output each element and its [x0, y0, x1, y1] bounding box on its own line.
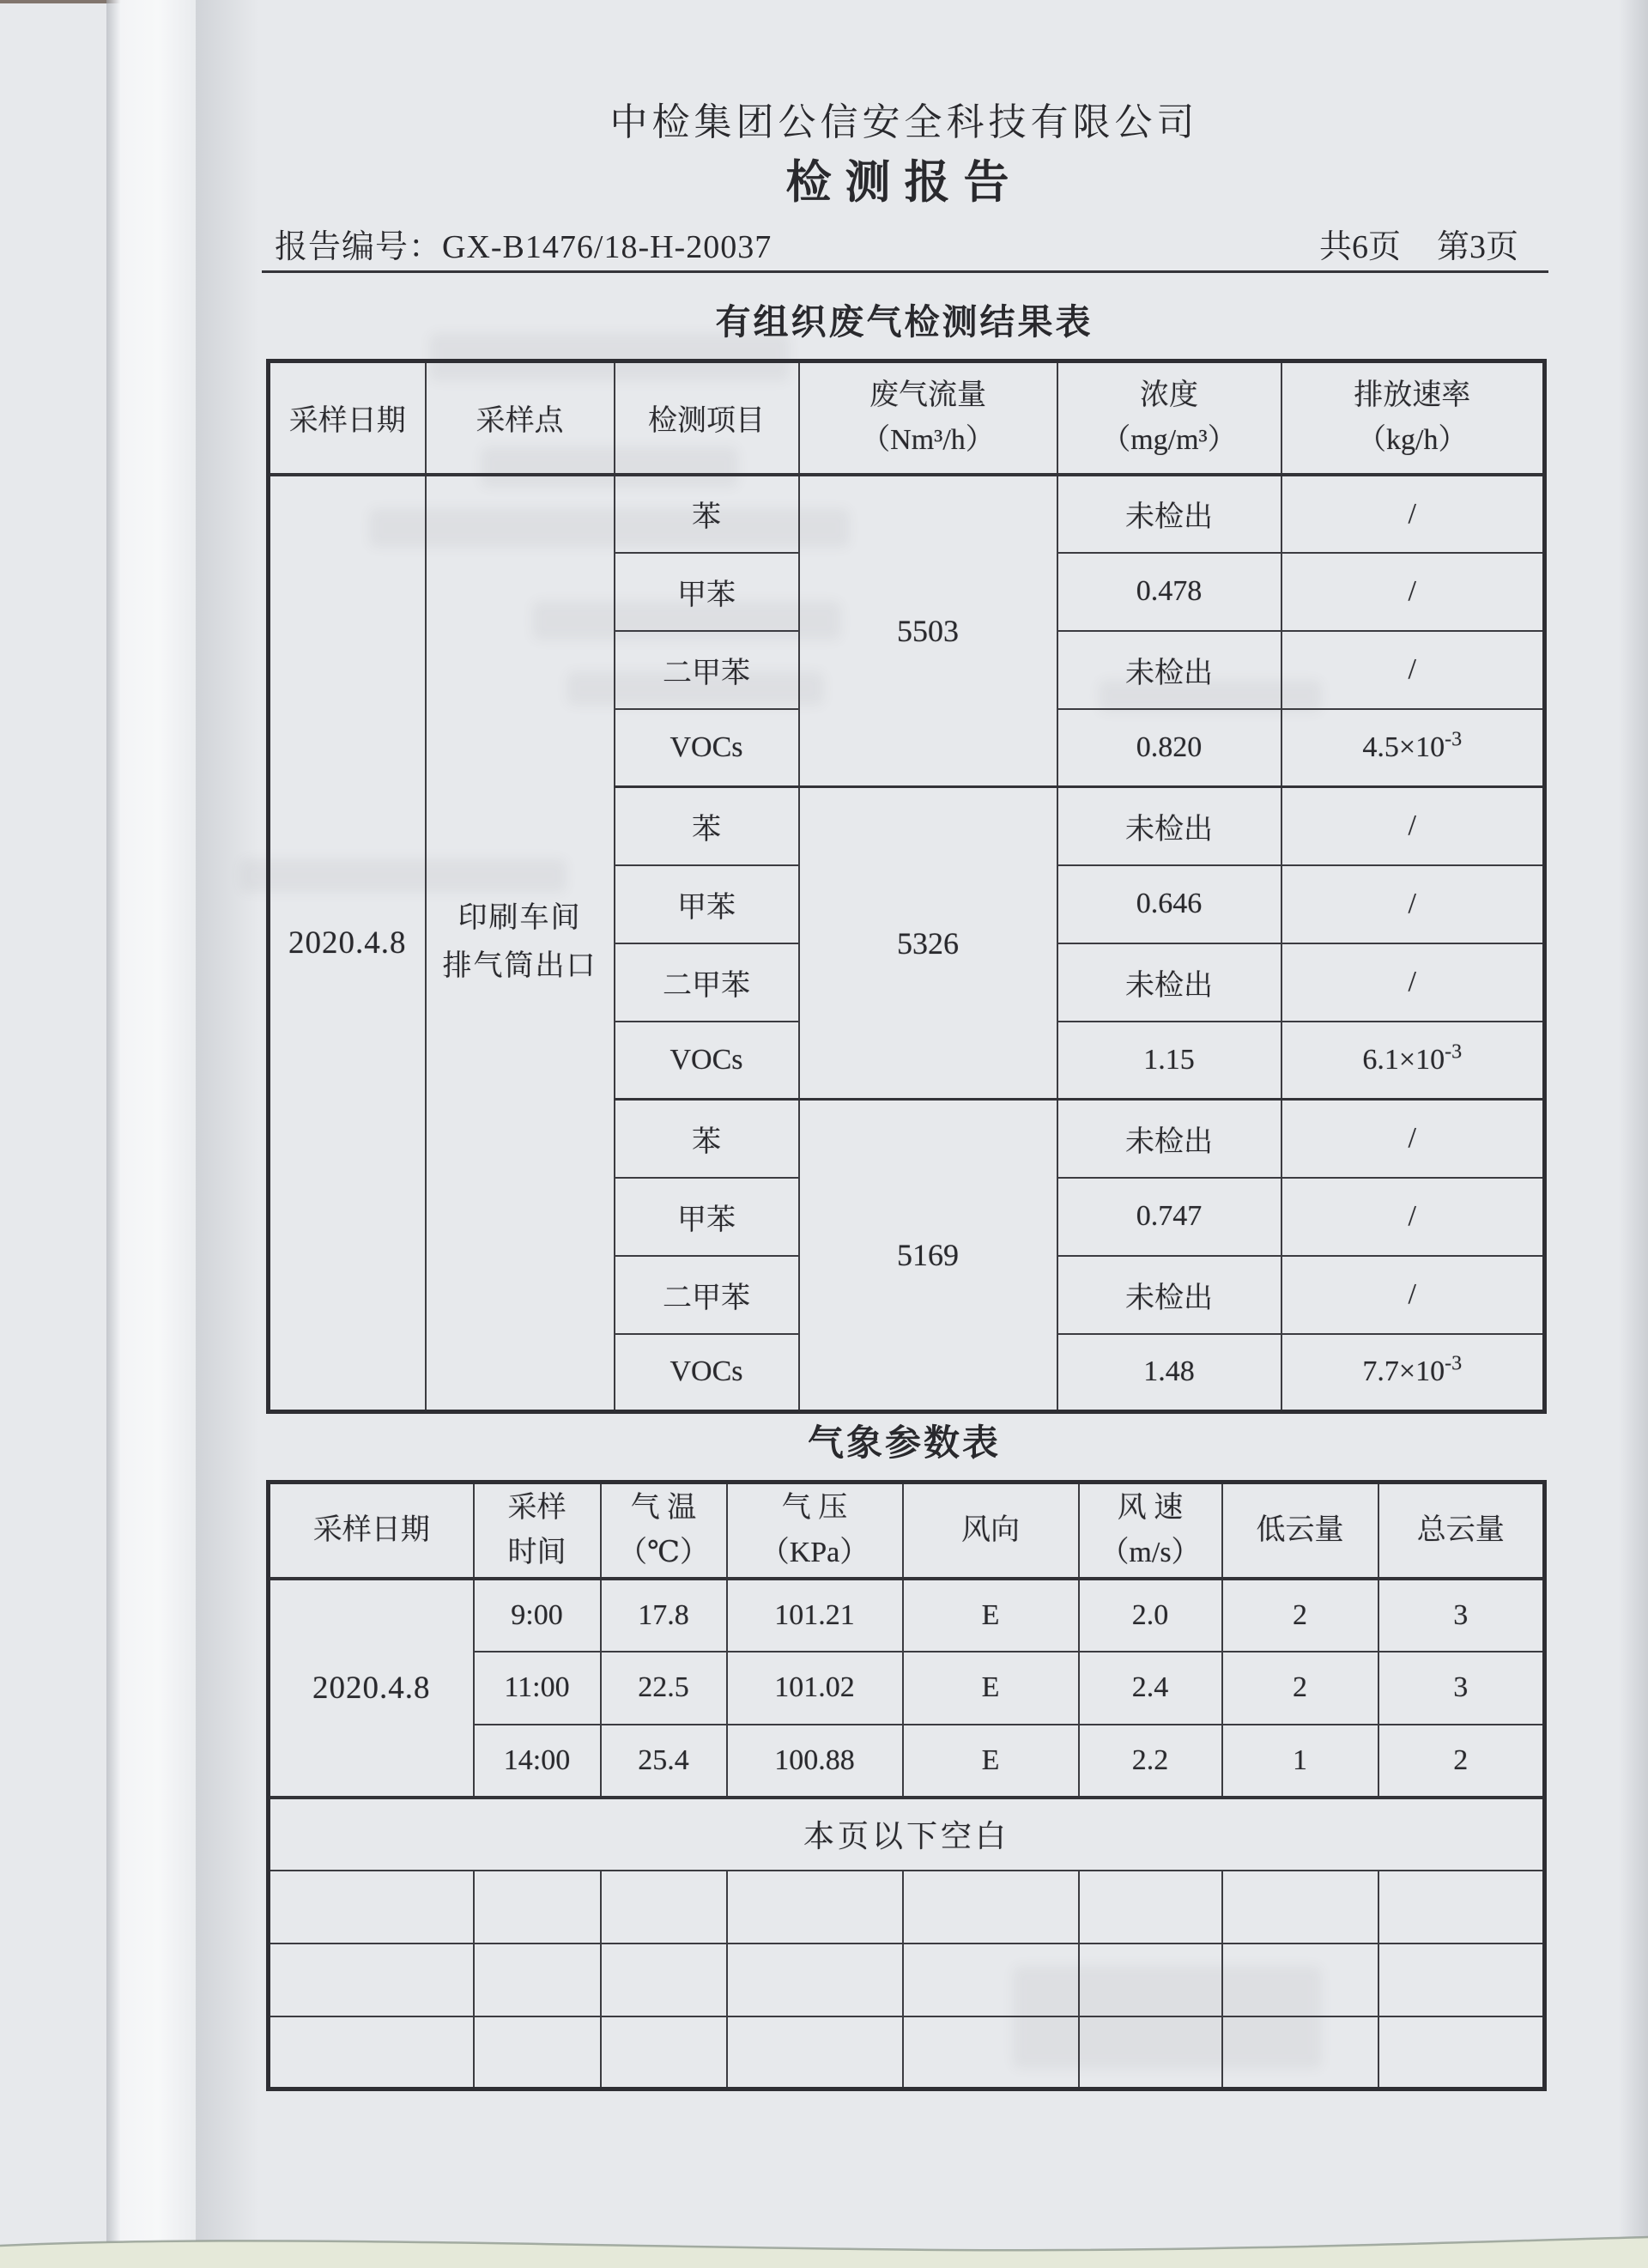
flow-cell: 5326 — [799, 787, 1057, 1100]
results-header-row — [269, 361, 1545, 475]
test-item-cell: VOCs — [615, 709, 799, 787]
blank-note-cell: 本页以下空白 — [269, 1798, 1545, 1871]
col-header-low-cloud: 低云量 — [1222, 1483, 1378, 1579]
test-item-cell: 苯 — [615, 787, 799, 865]
col-header-total-cloud: 总云量 — [1378, 1483, 1545, 1579]
col-header-sample-point: 采样点 — [426, 361, 615, 475]
concentration-cell: 未检出 — [1057, 787, 1281, 865]
sample-date-cell: 2020.4.8 — [269, 1579, 474, 1798]
emission-rate-cell: / — [1281, 865, 1545, 943]
concentration-cell: 0.747 — [1057, 1178, 1281, 1256]
emission-rate-cell: / — [1281, 1100, 1545, 1178]
concentration-cell: 未检出 — [1057, 1256, 1281, 1334]
emission-rate-cell: / — [1281, 787, 1545, 865]
concentration-cell: 0.478 — [1057, 553, 1281, 631]
col-header-air-temp: 气 温 （℃） — [601, 1483, 727, 1579]
col-header-air-pressure: 气 压 （KPa） — [727, 1483, 903, 1579]
total-cloud-cell: 3 — [1378, 1652, 1545, 1725]
test-item-cell: 二甲苯 — [615, 1256, 799, 1334]
emission-rate-cell: / — [1281, 553, 1545, 631]
page-indicator: 共6页 第3页 — [1318, 229, 1518, 265]
emission-rate-cell: / — [1281, 475, 1545, 553]
weather-table-title: 气象参数表 — [807, 1424, 1001, 1464]
empty-cell — [1079, 1871, 1222, 1944]
test-item-cell: 苯 — [615, 475, 799, 553]
empty-cell — [474, 1944, 601, 2016]
weather-table — [266, 1480, 1547, 2091]
empty-cell — [474, 1871, 601, 1944]
air-temp-cell: 25.4 — [601, 1725, 727, 1798]
concentration-cell: 未检出 — [1057, 1100, 1281, 1178]
empty-cell — [1378, 1944, 1545, 2016]
col-header-concentration: 浓度 （mg/m³） — [1057, 361, 1281, 475]
col-header-test-item: 检测项目 — [615, 361, 799, 475]
col-header-wind-direction: 风向 — [903, 1483, 1079, 1579]
emission-rate-cell: / — [1281, 631, 1545, 709]
empty-cell — [1222, 1944, 1378, 2016]
concentration-cell: 未检出 — [1057, 475, 1281, 553]
empty-cell — [903, 2016, 1079, 2089]
wind-direction-cell: E — [903, 1725, 1079, 1798]
emission-rate-cell: $7.7\times 10^{-3}$ — [1281, 1334, 1545, 1412]
results-table-title: 有组织废气检测结果表 — [715, 302, 1094, 342]
empty-cell — [1079, 1944, 1222, 2016]
test-item-cell: 苯 — [615, 1100, 799, 1178]
wind-speed-cell: 2.4 — [1079, 1652, 1222, 1725]
wind-speed-cell: 2.2 — [1079, 1725, 1222, 1798]
emission-rate-cell: $4.5\times 10^{-3}$ — [1281, 709, 1545, 787]
header-rule — [262, 270, 1548, 273]
low-cloud-cell: 1 — [1222, 1725, 1378, 1798]
empty-row — [269, 1944, 1545, 2016]
col-header-sample-date: 采样日期 — [269, 361, 426, 475]
empty-row — [269, 2016, 1545, 2089]
sample-date-cell: 2020.4.8 — [269, 475, 426, 1412]
page-bottom-edge — [0, 2203, 1648, 2268]
air-pressure-cell: 101.02 — [727, 1652, 903, 1725]
air-temp-cell: 17.8 — [601, 1579, 727, 1652]
col-header-wind-speed: 风 速 （m/s） — [1079, 1483, 1222, 1579]
concentration-cell: 0.646 — [1057, 865, 1281, 943]
empty-cell — [1222, 1871, 1378, 1944]
test-item-cell: 二甲苯 — [615, 943, 799, 1022]
sample-time-cell: 14:00 — [474, 1725, 601, 1798]
air-pressure-cell: 101.21 — [727, 1579, 903, 1652]
empty-cell — [269, 2016, 474, 2089]
wind-direction-cell: E — [903, 1652, 1079, 1725]
page-right-edge — [1619, 0, 1648, 2268]
empty-cell — [601, 2016, 727, 2089]
emission-rate-cell: / — [1281, 943, 1545, 1022]
empty-cell — [903, 1871, 1079, 1944]
results-table — [266, 359, 1547, 1414]
results-row — [269, 475, 1545, 553]
col-header-flow: 废气流量 （Nm³/h） — [799, 361, 1057, 475]
empty-cell — [269, 1944, 474, 2016]
col-header-emission-rate: 排放速率 （kg/h） — [1281, 361, 1545, 475]
test-item-cell: 甲苯 — [615, 553, 799, 631]
concentration-cell: 1.48 — [1057, 1334, 1281, 1412]
weather-header-row — [269, 1483, 1545, 1579]
empty-cell — [903, 1944, 1079, 2016]
total-cloud-cell: 2 — [1378, 1725, 1545, 1798]
test-item-cell: 甲苯 — [615, 1178, 799, 1256]
concentration-cell: 0.820 — [1057, 709, 1281, 787]
emission-rate-cell: / — [1281, 1178, 1545, 1256]
sample-time-cell: 11:00 — [474, 1652, 601, 1725]
empty-cell — [269, 1871, 474, 1944]
empty-cell — [601, 1944, 727, 2016]
sample-time-cell: 9:00 — [474, 1579, 601, 1652]
col-header-sample-date: 采样日期 — [269, 1483, 474, 1579]
wind-speed-cell: 2.0 — [1079, 1579, 1222, 1652]
emission-rate-cell: $6.1\times 10^{-3}$ — [1281, 1022, 1545, 1100]
blank-note-row — [269, 1798, 1545, 1871]
company-name: 中检集团公信安全科技有限公司 — [609, 101, 1199, 143]
empty-cell — [1222, 2016, 1378, 2089]
wind-direction-cell: E — [903, 1579, 1079, 1652]
report-number: 报告编号：GX-B1476/18-H-20037 — [275, 229, 772, 265]
empty-cell — [1378, 2016, 1545, 2089]
low-cloud-cell: 2 — [1222, 1579, 1378, 1652]
empty-cell — [727, 2016, 903, 2089]
document-title: 检测报告 — [785, 158, 1023, 208]
empty-cell — [1378, 1871, 1545, 1944]
empty-cell — [727, 1944, 903, 2016]
sample-point-cell: 印刷车间 排气筒出口 — [426, 475, 615, 1412]
report-meta-line — [266, 220, 1542, 264]
concentration-cell: 未检出 — [1057, 631, 1281, 709]
low-cloud-cell: 2 — [1222, 1652, 1378, 1725]
test-item-cell: 甲苯 — [615, 865, 799, 943]
empty-cell — [1079, 2016, 1222, 2089]
test-item-cell: 二甲苯 — [615, 631, 799, 709]
flow-cell: 5503 — [799, 475, 1057, 787]
empty-cell — [601, 1871, 727, 1944]
page-left-edge — [106, 0, 196, 2268]
empty-cell — [474, 2016, 601, 2089]
page-fold-shadow — [196, 0, 259, 2268]
total-cloud-cell: 3 — [1378, 1579, 1545, 1652]
concentration-cell: 未检出 — [1057, 943, 1281, 1022]
empty-cell — [727, 1871, 903, 1944]
weather-row — [269, 1579, 1545, 1652]
air-pressure-cell: 100.88 — [727, 1725, 903, 1798]
test-item-cell: VOCs — [615, 1334, 799, 1412]
empty-row — [269, 1871, 1545, 1944]
col-header-sample-time: 采样 时间 — [474, 1483, 601, 1579]
concentration-cell: 1.15 — [1057, 1022, 1281, 1100]
flow-cell: 5169 — [799, 1100, 1057, 1412]
emission-rate-cell: / — [1281, 1256, 1545, 1334]
air-temp-cell: 22.5 — [601, 1652, 727, 1725]
test-item-cell: VOCs — [615, 1022, 799, 1100]
